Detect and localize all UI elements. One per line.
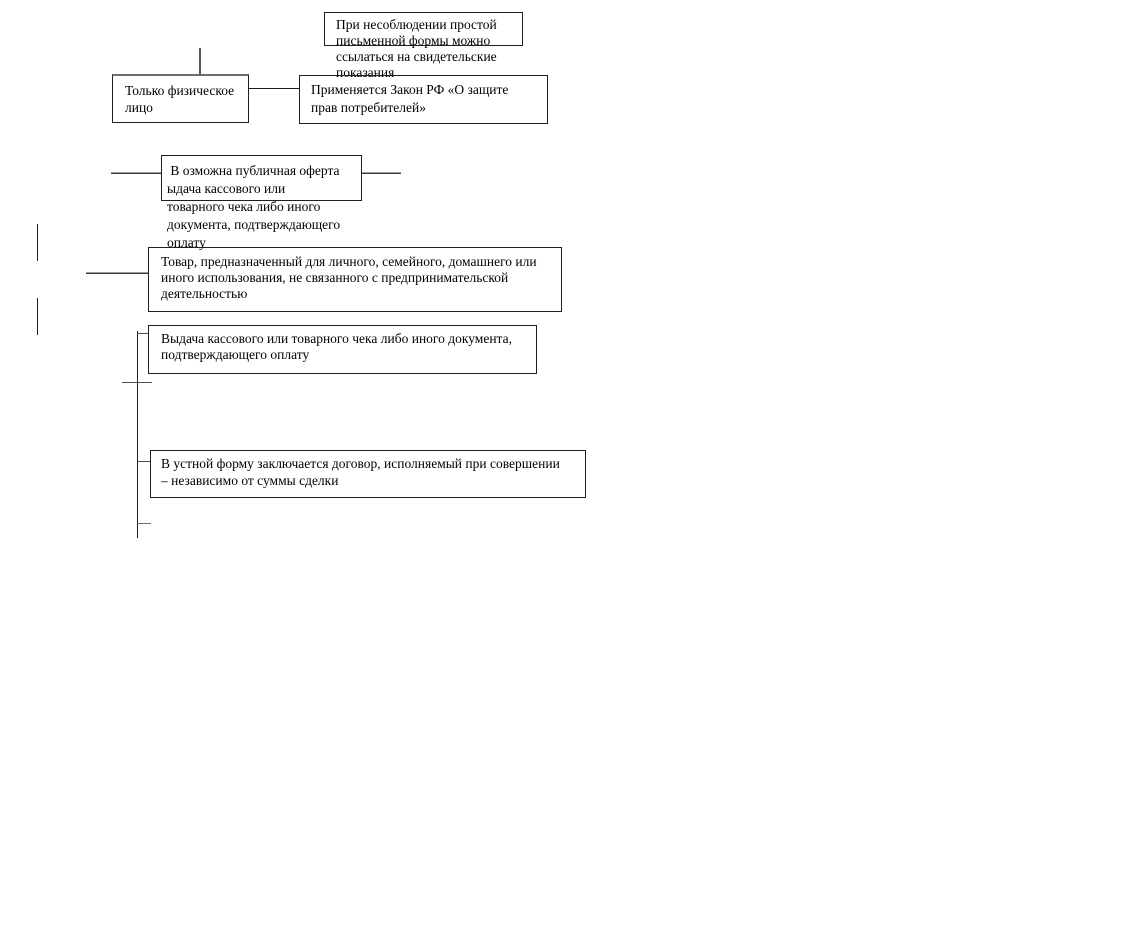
text-line: В озможна публичная оферта: [167, 163, 340, 178]
connector-goods-left-stub: [86, 272, 148, 274]
text-line: оплату: [167, 235, 206, 250]
text-line: подтверждающего оплату: [161, 347, 310, 362]
text-line: При несоблюдении простой: [336, 17, 497, 32]
connector-branch-to-oral: [137, 461, 150, 462]
textbox-consumer-protection-law-text: [300, 76, 547, 117]
connector-branch-to-receipt: [137, 333, 148, 334]
textbox-goods-personal-use-text: [149, 248, 561, 302]
connector-left-vertical-2: [37, 298, 38, 335]
textbox-individual-only-text: [113, 76, 248, 116]
text-line: – независимо от суммы сделки: [161, 473, 339, 488]
text-line: Товар, предназначенный для личного, семейного, домашнего или: [161, 254, 537, 269]
text-line: прав потребителей»: [311, 100, 427, 115]
text-line: иного использования, не связанного с предпринимательской: [161, 270, 509, 285]
textbox-receipt-issuance-text: [149, 326, 536, 363]
text-line: Только физическое: [125, 83, 235, 98]
connector-left-vertical-1: [37, 224, 38, 261]
textbox-public-offer: [161, 155, 362, 250]
text-line: В устной форму заключается договор, исполняемый при совершении: [161, 456, 560, 471]
text-line: Применяется Закон РФ «О защите: [311, 82, 509, 97]
text-line: письменной формы можно: [336, 33, 491, 48]
textbox-witness-testimony: [324, 12, 523, 80]
text-line: деятельностью: [161, 286, 248, 301]
text-line: показания: [336, 65, 395, 80]
textbox-oral-contract-text: [151, 451, 585, 489]
connector-vertical-main: [137, 331, 138, 538]
textbox-witness-testimony-text: [325, 13, 522, 81]
textbox-oral-contract: [150, 450, 586, 498]
text-line: ссылаться на свидетельские: [336, 49, 497, 64]
text-line: лицо: [125, 100, 153, 115]
connector-vertical-top: [199, 48, 201, 74]
text-line: Выдача кассового или товарного чека либо иного документа,: [161, 331, 512, 346]
text-line: ыдача кассового или: [167, 181, 286, 196]
text-line: товарного чека либо иного: [167, 199, 321, 214]
connector-cross-tick: [122, 382, 152, 383]
text-line: документа, подтверждающего: [167, 217, 341, 232]
textbox-receipt-issuance: [148, 325, 537, 374]
textbox-consumer-protection-law: [299, 75, 548, 124]
connector-lower-tick: [137, 523, 151, 524]
textbox-goods-personal-use: [148, 247, 562, 312]
connector-individual-to-law: [249, 88, 299, 89]
textbox-public-offer-text: [162, 156, 361, 252]
connector-offer-right-stub: [362, 172, 401, 174]
textbox-individual-only: [112, 74, 249, 123]
connector-offer-left-stub: [111, 172, 161, 174]
